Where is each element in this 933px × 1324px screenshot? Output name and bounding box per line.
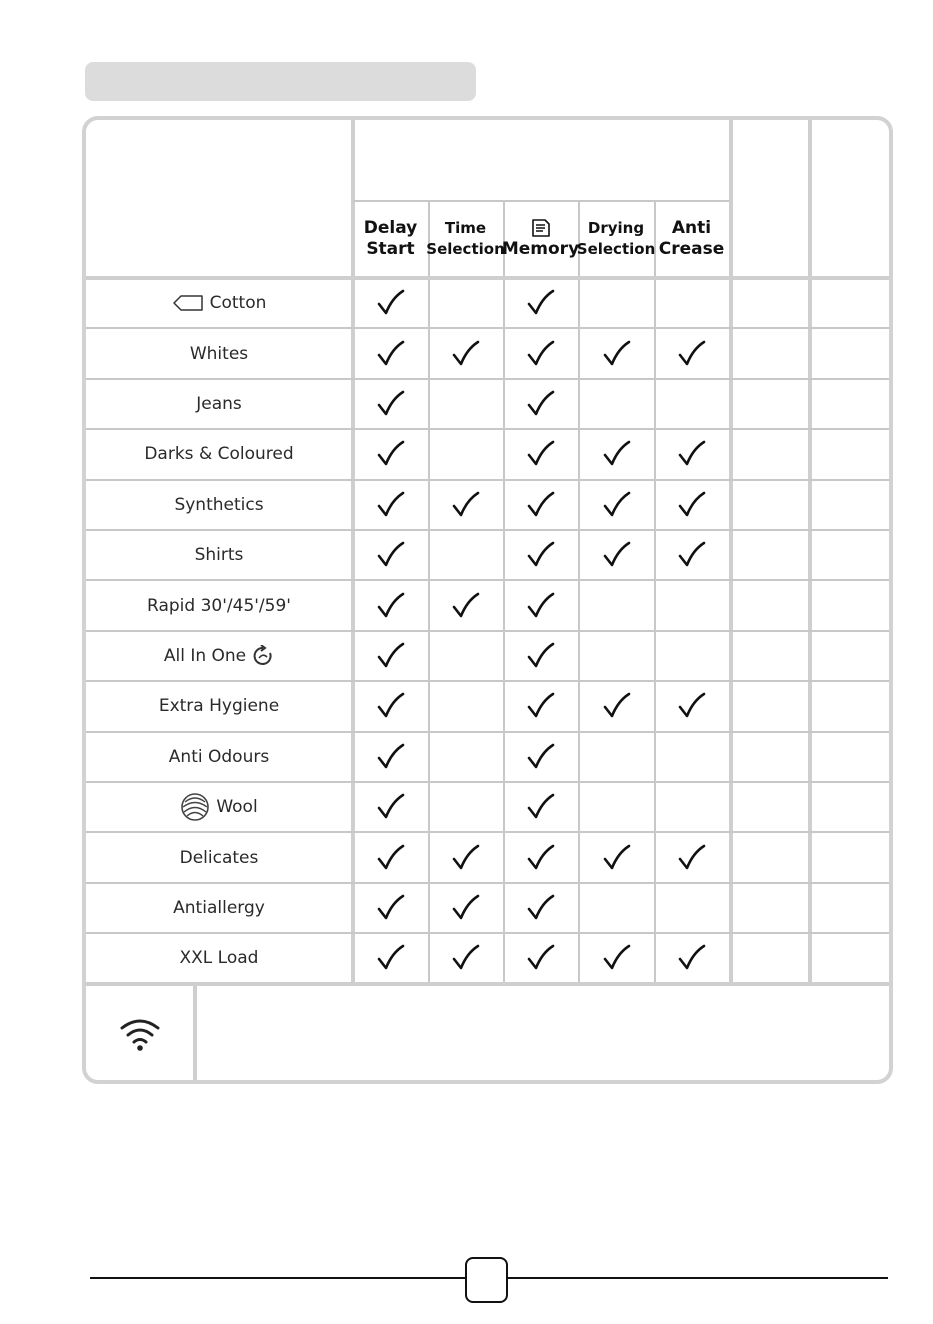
check-icon bbox=[375, 540, 405, 570]
header-delay-start-line2: Start bbox=[366, 239, 415, 259]
check-icon bbox=[525, 641, 555, 671]
row-divider bbox=[86, 680, 889, 682]
check-icon bbox=[525, 691, 555, 721]
check-icon bbox=[525, 893, 555, 923]
check-icon bbox=[676, 943, 706, 973]
divider-extra-col bbox=[808, 120, 812, 984]
check-icon bbox=[450, 843, 480, 873]
program-name: Rapid 30'/45'/59' bbox=[147, 595, 291, 616]
check-icon bbox=[525, 792, 555, 822]
header-time-selection-line2: Selection bbox=[426, 240, 505, 258]
wifi-icon bbox=[118, 1016, 162, 1052]
program-name: Delicates bbox=[179, 847, 259, 868]
check-icon bbox=[450, 339, 480, 369]
footer-rule-left bbox=[90, 1277, 465, 1279]
program-name: Darks & Coloured bbox=[144, 444, 294, 465]
header-memory-label: Memory bbox=[501, 239, 580, 259]
header-memory bbox=[503, 206, 578, 272]
program-row-label bbox=[88, 883, 350, 933]
check-icon bbox=[676, 843, 706, 873]
check-icon bbox=[450, 943, 480, 973]
row-divider bbox=[86, 378, 889, 380]
row-divider bbox=[86, 932, 889, 934]
check-icon bbox=[676, 490, 706, 520]
check-icon bbox=[450, 893, 480, 923]
program-row-label bbox=[88, 328, 350, 378]
header-anti-crease-line2: Crease bbox=[658, 239, 725, 259]
header-time-selection-line1: Time bbox=[444, 219, 487, 237]
check-icon bbox=[525, 943, 555, 973]
row-divider bbox=[86, 579, 889, 581]
program-name: XXL Load bbox=[179, 948, 259, 969]
divider-options-end bbox=[729, 120, 733, 984]
check-icon bbox=[601, 439, 631, 469]
divider-col-3 bbox=[503, 200, 505, 984]
check-icon bbox=[601, 943, 631, 973]
row-divider bbox=[86, 882, 889, 884]
row-divider bbox=[86, 831, 889, 833]
program-row-label bbox=[88, 480, 350, 530]
check-icon bbox=[676, 439, 706, 469]
header-drying-selection-line2: Selection bbox=[576, 240, 656, 258]
check-icon bbox=[375, 641, 405, 671]
check-icon bbox=[375, 288, 405, 318]
check-icon bbox=[525, 339, 555, 369]
check-icon bbox=[525, 742, 555, 772]
check-icon bbox=[450, 490, 480, 520]
check-icon bbox=[375, 742, 405, 772]
cotton-tag-icon bbox=[172, 294, 204, 312]
check-icon bbox=[375, 691, 405, 721]
divider-options-header bbox=[353, 200, 729, 202]
program-name: Whites bbox=[189, 343, 249, 364]
check-icon bbox=[375, 389, 405, 419]
program-name: Anti Odours bbox=[168, 746, 270, 767]
check-icon bbox=[525, 843, 555, 873]
memory-note-icon bbox=[530, 218, 552, 238]
check-icon bbox=[525, 540, 555, 570]
program-row-label bbox=[88, 530, 350, 580]
program-row-label bbox=[88, 782, 350, 832]
row-divider bbox=[86, 479, 889, 481]
program-name: Synthetics bbox=[174, 494, 264, 515]
check-icon bbox=[375, 843, 405, 873]
row-divider bbox=[86, 781, 889, 783]
row-divider bbox=[86, 428, 889, 430]
check-icon bbox=[525, 591, 555, 621]
divider-col-2 bbox=[428, 200, 430, 984]
check-icon bbox=[375, 339, 405, 369]
divider-col-4 bbox=[578, 200, 580, 984]
check-icon bbox=[375, 439, 405, 469]
check-icon bbox=[375, 490, 405, 520]
header-delay-start bbox=[353, 206, 428, 272]
divider-wifi-cell bbox=[193, 984, 197, 1080]
header-drying-selection-line1: Drying bbox=[587, 219, 645, 237]
check-icon bbox=[676, 691, 706, 721]
program-name: Extra Hygiene bbox=[158, 696, 280, 717]
program-row-label bbox=[88, 933, 350, 983]
program-name: Antiallergy bbox=[173, 897, 265, 918]
check-icon bbox=[601, 691, 631, 721]
check-icon bbox=[525, 490, 555, 520]
header-anti-crease bbox=[654, 206, 729, 272]
header-anti-crease-line1: Anti bbox=[671, 218, 712, 238]
check-icon bbox=[450, 591, 480, 621]
program-row-label bbox=[88, 631, 350, 681]
check-icon bbox=[601, 540, 631, 570]
all-in-one-icon bbox=[252, 645, 274, 667]
header-drying-selection bbox=[578, 206, 654, 272]
check-icon bbox=[375, 943, 405, 973]
row-divider bbox=[86, 731, 889, 733]
check-icon bbox=[676, 339, 706, 369]
check-icon bbox=[601, 843, 631, 873]
check-icon bbox=[601, 339, 631, 369]
check-icon bbox=[525, 389, 555, 419]
row-divider bbox=[86, 529, 889, 531]
check-icon bbox=[525, 439, 555, 469]
page-number-box bbox=[465, 1257, 508, 1303]
program-name: All In One bbox=[163, 645, 247, 666]
header-time-selection bbox=[428, 206, 503, 272]
row-divider bbox=[86, 630, 889, 632]
divider-col-5 bbox=[654, 200, 656, 984]
check-icon bbox=[525, 288, 555, 318]
program-row-label bbox=[88, 379, 350, 429]
check-icon bbox=[676, 540, 706, 570]
program-name: Wool bbox=[216, 797, 258, 818]
check-icon bbox=[375, 792, 405, 822]
program-row-label bbox=[88, 429, 350, 479]
header-delay-start-line1: Delay bbox=[363, 218, 418, 238]
wool-icon bbox=[180, 792, 210, 822]
program-name: Shirts bbox=[194, 545, 244, 566]
program-name: Jeans bbox=[196, 393, 242, 414]
program-row-label bbox=[88, 832, 350, 882]
row-divider bbox=[86, 327, 889, 329]
program-row-label bbox=[88, 580, 350, 630]
check-icon bbox=[375, 591, 405, 621]
check-icon bbox=[375, 893, 405, 923]
program-row-label bbox=[88, 732, 350, 782]
footer-rule-right bbox=[508, 1277, 888, 1279]
program-row-label bbox=[88, 681, 350, 731]
program-row-label bbox=[88, 278, 350, 328]
program-name: Cotton bbox=[209, 293, 267, 314]
check-icon bbox=[601, 490, 631, 520]
section-title-bar bbox=[85, 62, 476, 101]
